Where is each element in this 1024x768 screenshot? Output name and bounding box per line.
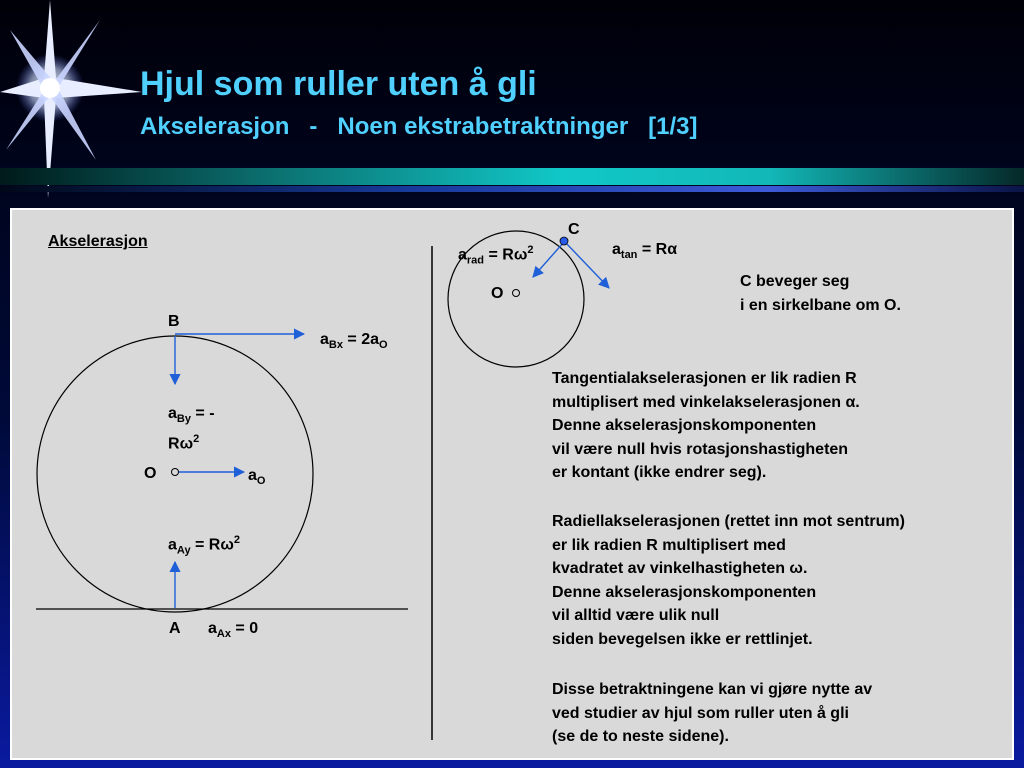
paragraph-line: Radiellakselerasjonen (rettet inn mot sentrum) — [552, 513, 905, 530]
label-atan: $a_{tan} = R\alpha$ — [612, 241, 678, 262]
diagram-canvas — [12, 210, 1012, 758]
header-band-cyan — [0, 168, 1024, 185]
label-O: O — [144, 465, 157, 482]
note-line-2: i en sirkelbane om O. — [740, 297, 901, 314]
header-band-blue — [0, 186, 1024, 192]
label-aAx: $a_{Ax} = 0$ — [208, 620, 259, 641]
center-O-marker-right — [513, 290, 520, 297]
page-title: Hjul som ruller uten å gli — [140, 65, 537, 103]
center-O-marker — [172, 469, 179, 476]
paragraph-line: Tangentialakselerasjonen er lik radien R — [552, 370, 857, 387]
paragraph-conclusion — [552, 678, 872, 749]
content-panel — [10, 208, 1014, 760]
arrow-atan — [565, 242, 609, 288]
point-C-dot — [560, 237, 568, 245]
paragraph-line: multiplisert med vinkelakselerasjonen α. — [552, 393, 860, 411]
label-aO: $a_O$ — [248, 467, 266, 488]
paragraph-line: vil alltid være ulik null — [552, 607, 720, 624]
paragraph-line: vil være null hvis rotasjonshastigheten — [552, 440, 849, 458]
paragraph-line: er lik radien R multiplisert med — [552, 536, 786, 554]
paragraph-tangential — [552, 367, 860, 485]
paragraph-line: ved studier av hjul som ruller uten å gli — [552, 704, 849, 722]
label-aAy: $a_{Ay} = R\omega^2$ — [168, 534, 240, 557]
paragraph-line: siden bevegelsen ikke er rettlinjet. — [552, 630, 813, 648]
label-aBx: $a_{Bx} = 2a_O$ — [320, 331, 388, 352]
arrow-arad — [533, 242, 564, 277]
paragraph-line: kvadratet av vinkelhastigheten ω. — [552, 560, 808, 577]
paragraph-line: er kontant (ikke endrer seg). — [552, 464, 767, 481]
label-aBy: $a_{By}$ = - $R\omega^2$ — [168, 405, 215, 453]
label-O-right: O — [491, 285, 504, 302]
paragraph-line: Denne akselerasjonskomponenten — [552, 417, 817, 434]
label-A: A — [169, 620, 181, 637]
paragraph-line: Disse betraktningene kan vi gjøre nytte av — [552, 681, 873, 698]
slide-header — [0, 0, 1024, 205]
page-subtitle: Akselerasjon - Noen ekstrabetraktninger [1/3] — [140, 113, 698, 140]
label-arad: $a_{rad} = R\omega^2$ — [458, 244, 534, 267]
note-line-1: C beveger seg — [740, 273, 850, 290]
paragraph-line: (se de to neste sidene). — [552, 728, 729, 745]
label-C: C — [568, 221, 580, 238]
paragraph-line: Denne akselerasjonskomponenten — [552, 583, 817, 601]
label-B: B — [168, 313, 180, 330]
acceleration-heading: Akselerasjon — [48, 233, 148, 250]
paragraph-radial — [552, 510, 905, 651]
